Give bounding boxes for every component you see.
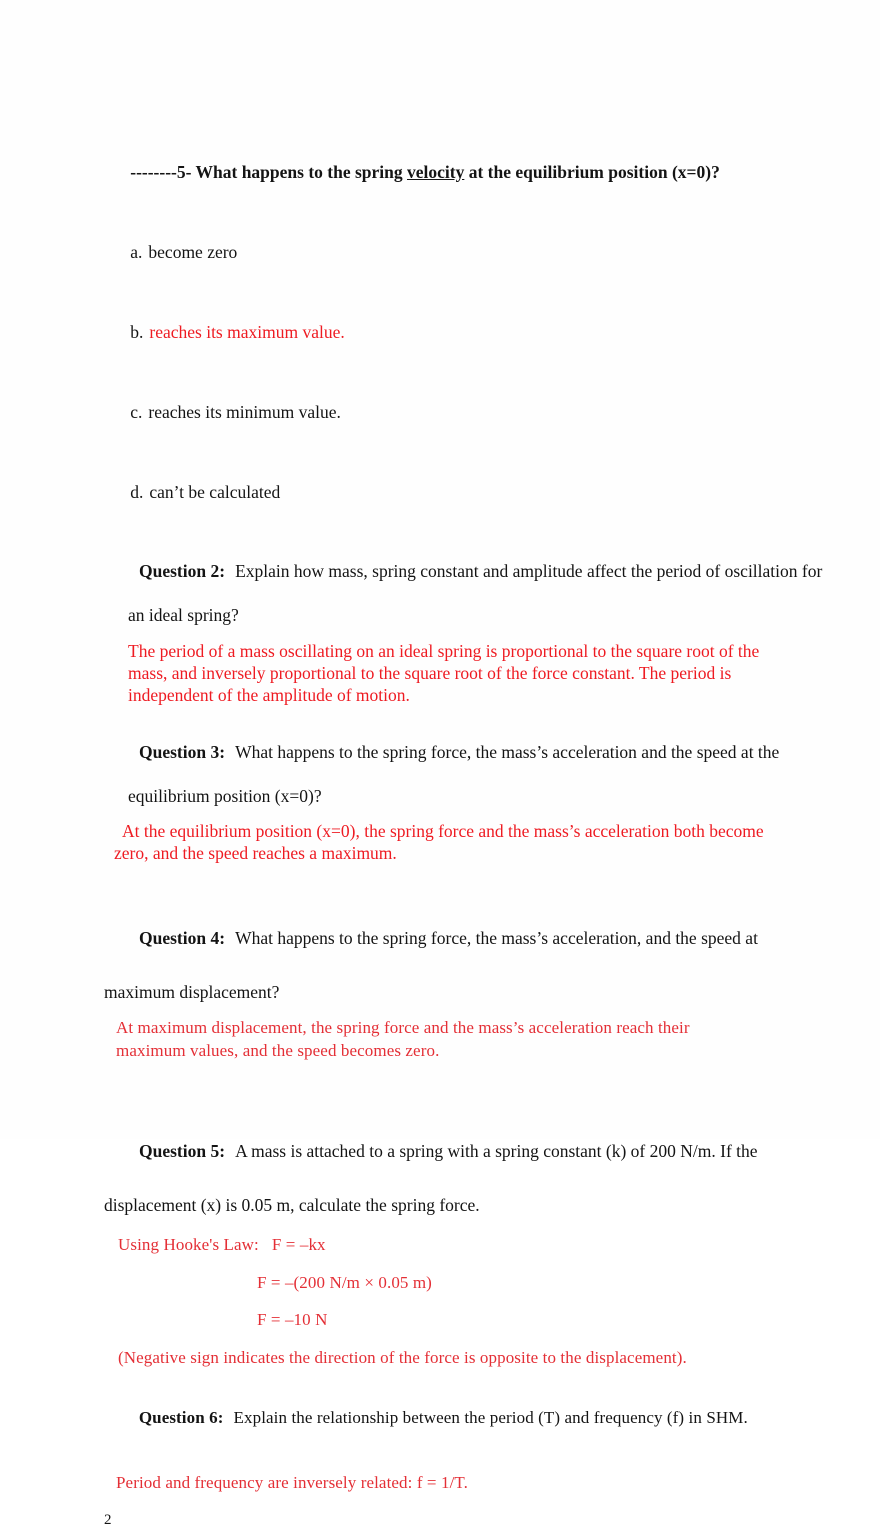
option-text: can’t be calculated bbox=[149, 482, 281, 502]
question-5-solution bbox=[104, 1233, 804, 1369]
page-number: 2 bbox=[104, 1512, 112, 1528]
question-text: Explain the relationship between the period (T) and frequency (f) in SHM. bbox=[233, 1408, 748, 1427]
question-3-line-1 bbox=[104, 719, 804, 785]
option-label: b. bbox=[130, 322, 144, 342]
question-5-line-2: displacement (x) is 0.05 m, calculate the spring force. bbox=[104, 1195, 480, 1215]
question-6-answer: Period and frequency are inversely related: f = 1/T. bbox=[116, 1473, 468, 1492]
question-2 bbox=[104, 538, 823, 706]
answer-line: maximum values, and the speed becomes zero. bbox=[116, 1041, 440, 1060]
force-result-line: F = –10 N bbox=[257, 1310, 328, 1329]
question-text: What happens to the spring force, the mass’s acceleration, and the speed at bbox=[235, 928, 758, 948]
question-4-answer bbox=[104, 1016, 804, 1062]
question-text: Explain how mass, spring constant and amplitude affect the period of oscillation for bbox=[235, 561, 823, 581]
question-label: Question 5: bbox=[139, 1141, 226, 1161]
force-substitution-line: F = –(200 N/m × 0.05 m) bbox=[257, 1273, 432, 1292]
answer-line: At the equilibrium position (x=0), the spring force and the mass’s acceleration both become bbox=[122, 821, 764, 841]
question-6 bbox=[104, 1383, 804, 1494]
question-3 bbox=[104, 719, 804, 864]
mcq-option-d bbox=[104, 459, 804, 525]
option-label: a. bbox=[130, 242, 143, 262]
question-label: Question 2: bbox=[139, 561, 226, 581]
question-4 bbox=[104, 898, 804, 1062]
option-label: c. bbox=[130, 402, 143, 422]
mcq-title-suffix: at the equilibrium position (x=0)? bbox=[464, 162, 720, 182]
answer-line: independent of the amplitude of motion. bbox=[128, 685, 410, 705]
option-label: d. bbox=[130, 482, 144, 502]
question-text: What happens to the spring force, the mass’s acceleration and the speed at the bbox=[235, 742, 780, 762]
answer-line: At maximum displacement, the spring force and the mass’s acceleration reach their bbox=[116, 1018, 690, 1037]
answer-line: The period of a mass oscillating on an ideal spring is proportional to the square root of the bbox=[128, 641, 760, 661]
mcq-option-c bbox=[104, 379, 804, 445]
question-label: Question 3: bbox=[139, 742, 226, 762]
question-5-line-1 bbox=[104, 1111, 804, 1192]
question-2-answer bbox=[104, 640, 804, 706]
question-5 bbox=[104, 1111, 804, 1369]
question-2-line-2: an ideal spring? bbox=[128, 605, 239, 625]
question-3-answer bbox=[104, 820, 804, 864]
question-4-line-2: maximum displacement? bbox=[104, 982, 280, 1002]
mcq-option-a bbox=[104, 219, 804, 285]
question-label: Question 6: bbox=[138, 1408, 224, 1427]
mcq-question-title bbox=[104, 139, 804, 205]
option-text: become zero bbox=[148, 242, 238, 262]
question-text: A mass is attached to a spring with a spring constant (k) of 200 N/m. If the bbox=[235, 1141, 758, 1161]
answer-line: mass, and inversely proportional to the square root of the force constant. The period is bbox=[128, 663, 732, 683]
option-answer-correct: reaches its maximum value. bbox=[149, 322, 345, 342]
question-4-line-1 bbox=[104, 898, 804, 979]
mcq-title-text: --------5- What happens to the spring bbox=[130, 162, 408, 182]
question-2-line-1 bbox=[104, 538, 823, 604]
question-6-line bbox=[104, 1383, 804, 1452]
option-text: reaches its minimum value. bbox=[148, 402, 341, 422]
question-label: Question 4: bbox=[139, 928, 226, 948]
answer-line: zero, and the speed reaches a maximum. bbox=[114, 843, 397, 863]
hookes-law-line: Using Hooke's Law: F = –kx bbox=[118, 1235, 326, 1254]
mcq-option-b bbox=[104, 299, 804, 365]
mcq-title-underlined-word: velocity bbox=[407, 162, 465, 182]
negative-sign-note: (Negative sign indicates the direction of the force is opposite to the displacement). bbox=[118, 1348, 687, 1367]
question-3-line-2: equilibrium position (x=0)? bbox=[128, 786, 322, 806]
